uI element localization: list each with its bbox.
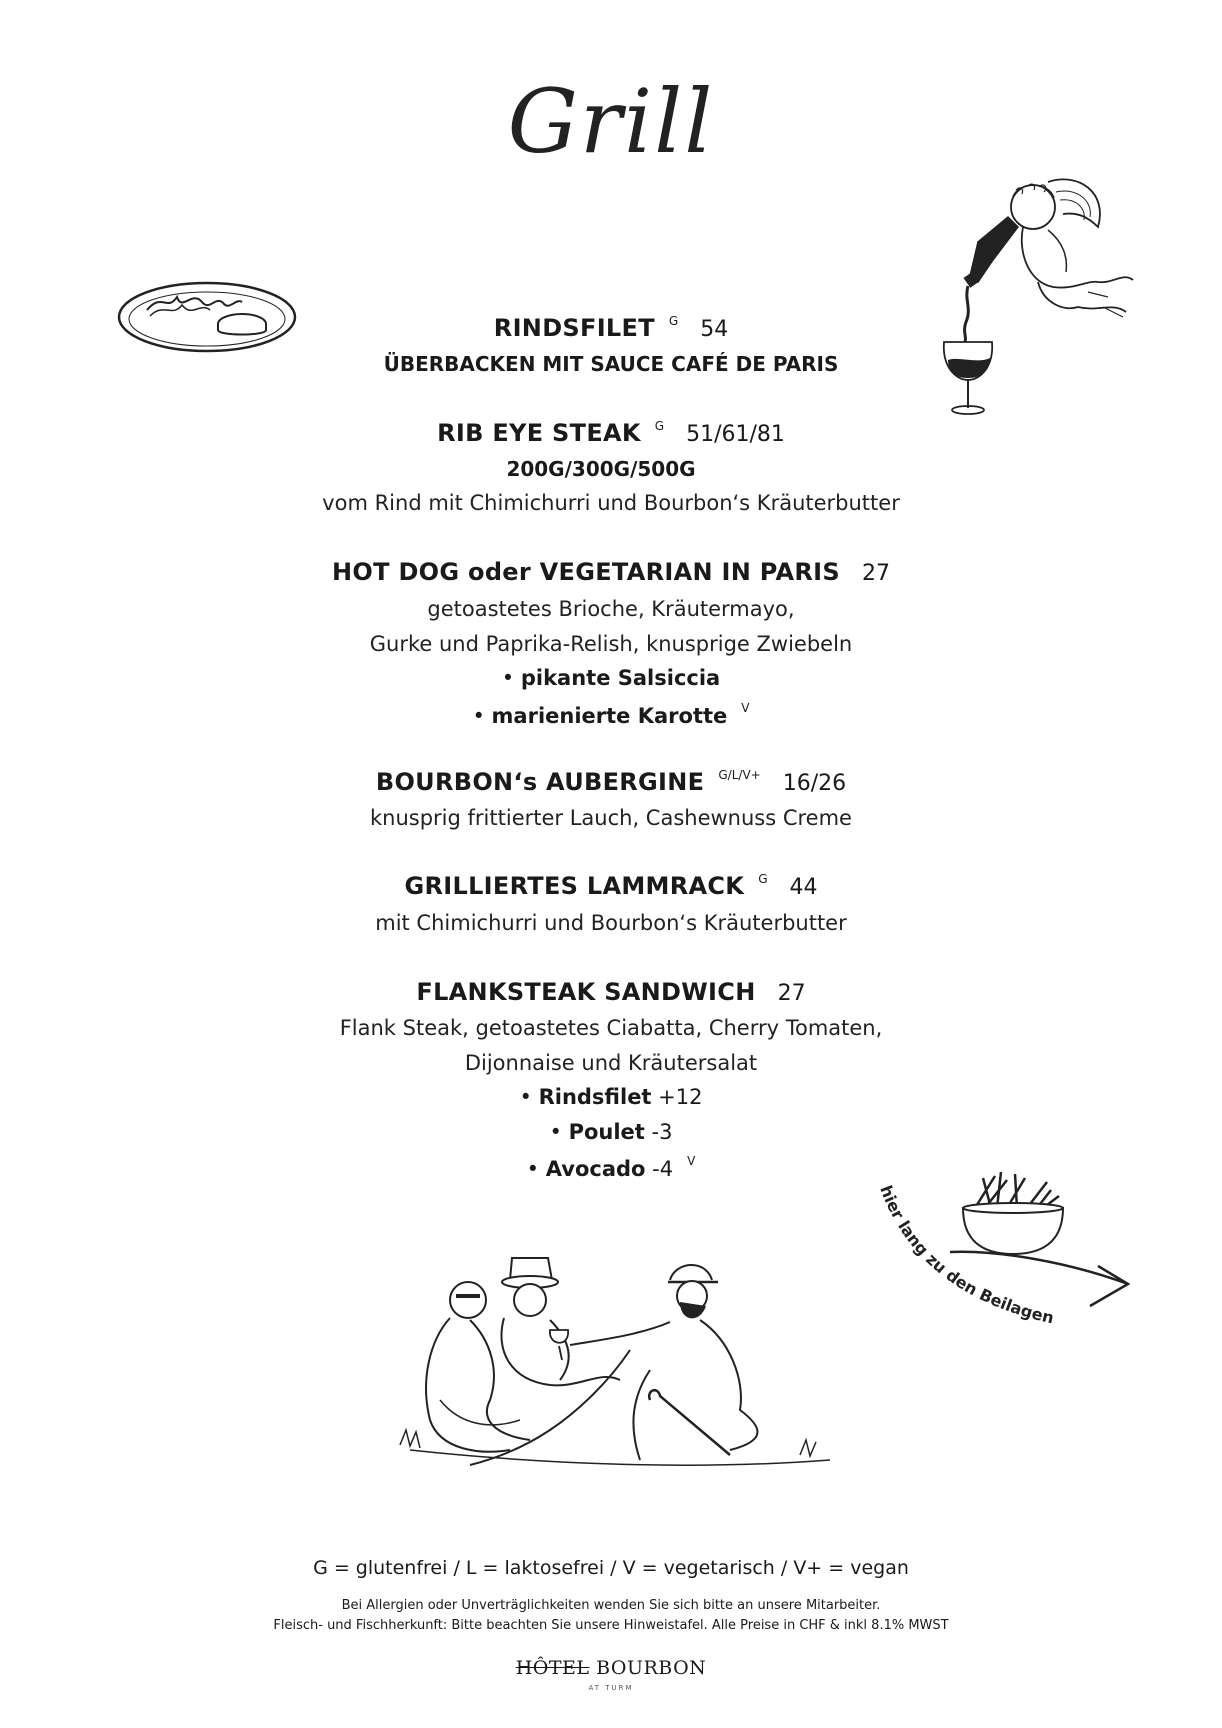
option-label: pikante Salsiccia	[520, 666, 721, 690]
option-label: Rindsfilet	[538, 1085, 652, 1109]
dish-name: GRILLIERTES LAMMRACK	[404, 872, 745, 900]
dish-hot-dog	[0, 558, 1222, 586]
dish-flanksteak-sandwich	[0, 978, 1222, 1006]
picnic-group-illustration	[400, 1250, 840, 1490]
option-extra: -4	[652, 1157, 674, 1181]
dish-description: Gurke und Paprika-Relish, knusprige Zwiebeln	[369, 632, 853, 656]
side-note: hier lang zu den Beilagen	[876, 1182, 1056, 1328]
dish-option	[0, 1085, 1222, 1109]
dish-price: 27	[777, 981, 806, 1006]
option-tag: V	[687, 1154, 696, 1168]
dish-tag: G	[654, 419, 665, 433]
dish-option	[0, 701, 1222, 728]
hotel-strike: HÔTEL	[515, 1657, 590, 1679]
option-bullet: •	[526, 1157, 540, 1181]
option-bullet: •	[472, 704, 485, 728]
dish-name: RIB EYE STEAK	[437, 419, 641, 447]
option-extra: -3	[651, 1120, 673, 1144]
dish-option	[0, 1120, 1222, 1144]
dish-name: BOURBON‘s AUBERGINE	[375, 768, 705, 796]
hotel-logo	[0, 1657, 1222, 1679]
dish-price: 44	[789, 875, 818, 900]
dish-price: 51/61/81	[686, 422, 785, 447]
option-bullet: •	[519, 1085, 532, 1109]
cherub-wine-illustration	[938, 172, 1138, 422]
dish-tag: G/L/V+	[718, 768, 761, 782]
dish-lammrack	[0, 872, 1222, 900]
dish-price: 16/26	[782, 771, 847, 796]
dish-description: Dijonnaise und Kräutersalat	[464, 1051, 758, 1075]
dish-description: mit Chimichurri und Bourbon‘s Kräuterbutter	[375, 911, 847, 935]
dish-subtitle: 200G/300G/500G	[506, 457, 696, 481]
dish-description: vom Rind mit Chimichurri und Bourbon‘s Kräuterbutter	[322, 491, 900, 515]
dish-description: knusprig frittierter Lauch, Cashewnuss Creme	[370, 806, 852, 830]
origin-note: Fleisch- und Fischherkunft: Bitte beachten Sie unsere Hinweistafel. Alle Preise in CHF & inkl 8.1% MWST	[273, 1618, 949, 1633]
option-label: Avocado	[545, 1157, 646, 1181]
diet-legend: G = glutenfrei / L = laktosefrei / V = vegetarisch / V+ = vegan	[313, 1557, 909, 1579]
dish-price: 27	[861, 561, 890, 586]
hotel-subtitle: AT TURM	[588, 1684, 634, 1692]
dish-price: 54	[700, 317, 729, 342]
dish-subtitle: ÜBERBACKEN MIT SAUCE CAFÉ DE PARIS	[383, 352, 839, 376]
dish-rindsfilet	[0, 314, 1222, 342]
arrow-icon	[948, 1240, 1138, 1310]
page-title: Grill	[507, 70, 715, 173]
option-label: marienierte Karotte	[491, 704, 728, 728]
option-bullet: •	[549, 1120, 562, 1144]
option-label: Poulet	[568, 1120, 645, 1144]
dish-option	[0, 666, 1222, 690]
dish-name: HOT DOG oder VEGETARIAN IN PARIS	[332, 558, 840, 586]
option-bullet: •	[501, 666, 515, 690]
dish-tag: G	[668, 314, 679, 328]
dish-tag: G	[758, 872, 768, 886]
hotel-name: BOURBON	[596, 1657, 707, 1679]
option-extra: +12	[658, 1085, 703, 1109]
dish-description: getoastetes Brioche, Kräutermayo,	[427, 597, 795, 621]
option-tag: V	[741, 701, 750, 715]
allergy-note: Bei Allergien oder Unverträglichkeiten wenden Sie sich bitte an unsere Mitarbeiter.	[341, 1598, 881, 1613]
dish-description: Flank Steak, getoastetes Ciabatta, Cherry Tomaten,	[339, 1016, 883, 1040]
dish-name: RINDSFILET	[493, 314, 655, 342]
dish-rib-eye-steak	[0, 419, 1222, 447]
dish-name: FLANKSTEAK SANDWICH	[416, 978, 756, 1006]
dish-aubergine	[0, 768, 1222, 796]
